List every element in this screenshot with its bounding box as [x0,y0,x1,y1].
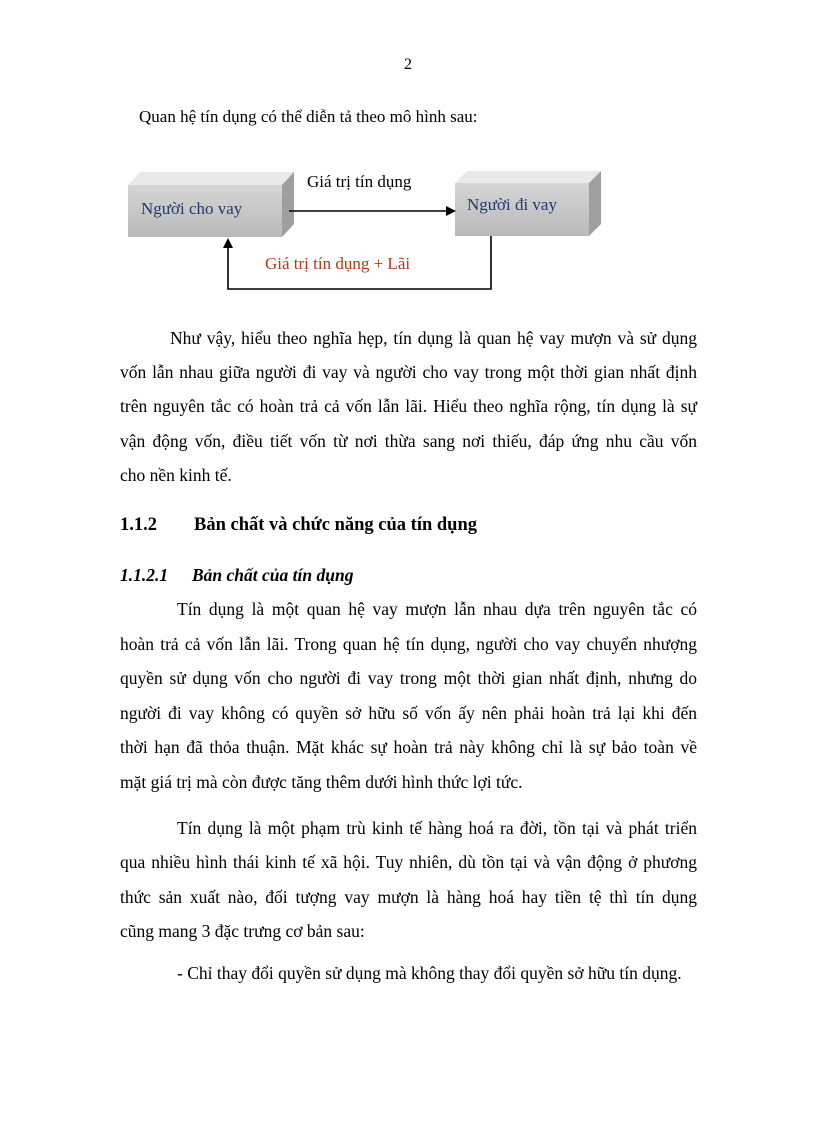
credit-relationship-diagram [0,0,816,320]
subsection-heading [120,565,353,586]
text-line: vốn lẫn nhau giữa người đi vay và người cho vay trong một thời gian nhất định [120,362,697,382]
lender-box [128,172,294,237]
top-arrow-label: Giá trị tín dụng [307,172,412,191]
text-line: Như vậy, hiểu theo nghĩa hẹp, tín dụng là quan hệ vay mượn và sử dụng [170,328,697,348]
subsection-title: Bản chất của tín dụng [192,565,354,585]
text-line: hoàn trả cả vốn lẫn lãi. Trong quan hệ tín dụng, người cho vay chuyển nhượng [120,634,697,654]
subsection-number: 1.1.2.1 [120,565,169,585]
text-line: cũng mang 3 đặc trưng cơ bản sau: [120,921,365,941]
bottom-arrow-label: Giá trị tín dụng + Lãi [265,254,411,273]
borrower-box [455,171,601,236]
section-number: 1.1.2 [120,515,157,535]
section-title: Bản chất và chức năng của tín dụng [194,515,478,535]
text-line: Tín dụng là một phạm trù kinh tế hàng hoá ra đời, tồn tại và phát triển [177,818,697,838]
page-number: 2 [404,56,412,73]
text-line: Tín dụng là một quan hệ vay mượn lẫn nhau dựa trên nguyên tắc có [177,599,697,619]
intro-text: Quan hệ tín dụng có thể diễn tả theo mô hình sau: [139,107,478,126]
text-line: qua nhiều hình thái kinh tế xã hội. Tuy nhiên, dù tồn tại và vận động ở phương [120,852,697,872]
text-line: vận động vốn, điều tiết vốn từ nơi thừa sang nơi thiếu, đáp ứng nhu cầu vốn [120,431,697,451]
borrower-label: Người đi vay [467,195,557,214]
text-line: thức sản xuất nào, đối tượng vay mượn là hàng hoá hay tiền tệ thì tín dụng [120,887,697,907]
text-line: trên nguyên tắc có hoàn trả cả vốn lẫn lãi. Hiểu theo nghĩa rộng, tín dụng là sự [120,396,697,416]
text-line: quyền sử dụng vốn cho người đi vay trong một thời gian nhất định, nhưng do [120,668,697,688]
bullet-item: - Chỉ thay đổi quyền sử dụng mà không thay đổi quyền sở hữu tín dụng. [177,963,682,983]
text-line: thời hạn đã thỏa thuận. Mặt khác sự hoàn trả này không chỉ là sự bảo toàn về [120,737,697,757]
text-line: mặt giá trị mà còn được tăng thêm dưới hình thức lợi tức. [120,772,523,792]
section-heading [120,515,477,536]
text-line: cho nền kinh tế. [120,465,232,485]
text-line: người đi vay không có quyền sở hữu số vốn ấy nên phải hoàn trả lại khi đến [120,703,697,723]
lender-label: Người cho vay [141,199,243,218]
